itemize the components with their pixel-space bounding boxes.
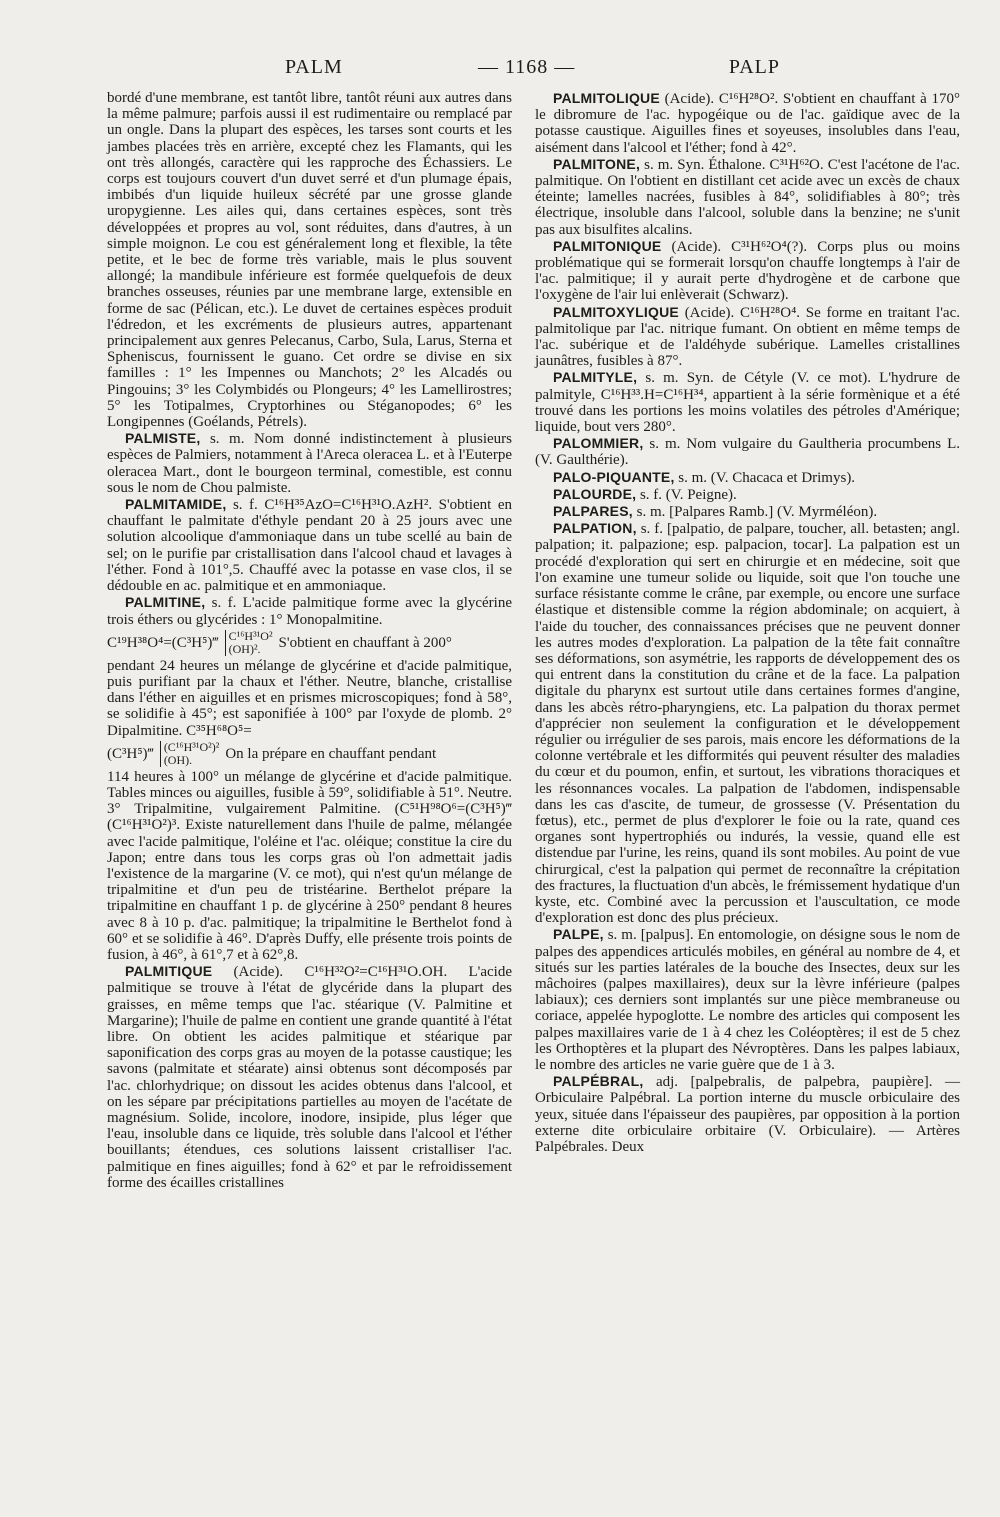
formula-brace-bottom: (OH). [163,752,193,767]
definition-palpation: s. f. [palpatio, de palpare, toucher, all. betasten; angl. palpation; it. palpazione; esp. palpacion, tocar]. La palpation est un procédé d'exploration qui sert en chirurgie et en médecine, soit que l'on examine une tumeur solide ou liquide, soit que l'on touche une surface résistante comme le crâne, par exemple, ou encore une surface élastique et distensible comme la région abdominale; on acquiert, à l'aide du toucher, des connaissances précises que ne peuvent donner les autres modes d'exploration. La palpation de la tête fait connaître ses déformations, son asymétrie, les rapports de développement des os qui entrent dans la constitution du crâne et de la face. La palpation digitale du pharynx est surtout utile dans certaines formes d'angine, dans les abcès rétro-pharyngiens, etc. La palpation du thorax permet d'apprécier non seulement la configuration et le développement régulier ou irrégulier de ses parois, mais encore les déformations de la colonne vertébrale et les difformités qui peuvent résulter des maladies du cœur et du poumon, enfin, et surtout, les vibrations thoraciques et les résonnances vocales. La palpation de l'abdomen, indispensable dans les cas d'ascite, de tumeur, de grossesse (V. Présentation du fœtus), etc., permet de plus d'explorer le foie ou la rate, quand ces organes sont hypertrophiés ou indurés, la vessie, quand elle est distendue par l'urine, les reins, quand ils sont mobiles. Au point de vue chirurgical, c'est la palpation qui permet de reconnaître la crépitation des fractures, la fluctuation d'un abcès, le frémissement hydatique d'un kyste, etc. Combiné avec la percussion et l'auscultation, ce mode d'exploration est donc des plus précieux. [535,521,960,927]
formula-dipalmitine [107,741,512,767]
headword-palmitolique: PALMITOLIQUE [553,90,660,106]
definition-palourde: s. f. (V. Peigne). [639,486,737,503]
headword-palpebral: PALPÉBRAL, [553,1073,644,1090]
formula-lhs: C¹⁹H³⁸O⁴=(C³H⁵)‴ [107,634,219,651]
headword-palmiste: PALMISTE, [125,430,201,447]
formula-brace [225,630,273,656]
formula-monopalmitine [107,630,512,656]
definition-palmitone: s. m. Syn. Éthalone. C³¹H⁶²O. C'est l'acétone de l'ac. palmitique. On l'obtient en distillant cet acide avec un excès de chaux éteinte; lamelles nacrées, fusibles à 84°, solidifiables à 80°; très électrique, insoluble dans l'alcool, soluble dans la benzine; ne s'unit pas aux bisulfites alcalins. [535,156,961,238]
definition-palmitamide: s. f. C¹⁶H³⁵AzO=C¹⁶H³¹O.AzH². S'obtient en chauffant le palmitate d'éthyle pendant 20 à 25 jours avec une solution alcoolique d'ammoniaque dans un tube scellé au bain de sel; on le purifie par cristallisation dans l'alcool chaud et lavages à l'éther. Fond à 101°,5. Chauffé avec la potasse en vase clos, il se dédouble en ac. palmitique et en ammoniaque. [107,497,512,595]
entry-palmitique [107,963,512,1191]
headword-palmityle: PALMITYLE, [553,369,638,386]
headword-palpe: PALPE, [553,926,604,943]
definition-palmityle: s. m. Syn. de Cétyle (V. ce mot). L'hydrure de palmityle, C¹⁶H³³.H=C¹⁶H³⁴, appartient à la série formènique et a été trouvé dans les portions les moins volatiles des pétroles d'Amérique; liquide, bout vers 280°. [535,370,960,436]
definition-palmitoxylique: (Acide). C¹⁶H²⁸O⁴. Se forme en traitant l'ac. palmitolique par l'ac. nitrique fumant. On obtient en même temps de l'ac. subérique et de l'aldéhyde subérique. Lamelles cristallines jaunâtres, fusibles à 87°. [535,304,960,370]
headword-palmitone: PALMITONE, [553,155,641,172]
entry-palmitine [107,594,512,627]
headword-palmitonique: PALMITONIQUE [553,237,662,254]
definition-palo-piquante: s. m. (V. Chacaca et Drimys). [678,469,856,486]
entry-palpebral [535,1073,960,1155]
entry-palommier [535,435,960,468]
formula-brace-top: C¹⁶H³¹O² [228,628,273,643]
formula-text: S'obtient en chauffant à 200° [278,634,452,651]
entry-palmitonique [535,238,960,304]
headword-palpation: PALPATION, [553,520,637,537]
header-right-guideword: PALP [728,56,780,78]
entry-palo-piquante [535,469,960,486]
definition-palpe: s. m. [palpus]. En entomologie, on désigne sous le nom de palpes des appendices articulés mobiles, en général au nombre de 4, et situés sur les parties latérales de la bouche des Insectes, deux sur les mâchoires (palpes maxillaires), deux sur la lèvre inférieure (palpes labiaux); ces derniers sont implantés sur une pièce membraneuse ou coriace, appelée hypoglotte. Le nombre des articles qui composent les palpes maxillaires varie de 1 à 4 chez les Coléoptères; il est de 5 chez les Orthoptères et la plupart des Névroptères. Dans les palpes labiaux, le nombre des articles ne varie guère que de 1 à 3. [535,927,960,1073]
entry-palmitolique [535,90,960,156]
page-number: — 1168 — [478,56,576,78]
formula-text: On la prépare en chauffant pendant [225,745,437,762]
right-column [535,90,960,1155]
headword-palommier: PALOMMIER, [553,435,644,452]
definition-palmitique: (Acide). C¹⁶H³²O²=C¹⁶H³¹O.OH. L'acide palmitique se trouve à l'état de glycéride dans la plupart des graisses, en même temps que l'ac. stéarique (V. Palmitine et Margarine); l'huile de palme en contient une grande quantité à l'état libre. On obtient les acides palmitique et stéarique par saponification des corps gras au moyen de la potasse caustique; les savons (palmitate et stéarate) ainsi obtenus sont décomposés par l'ac. chlorhydrique; on dissout les acides obtenus dans l'alcool, et on les sépare par précipitations partielles au moyen de l'acétate de magnésium. Solide, incolore, inodore, insipide, plus léger que l'eau, insoluble dans ce liquide, très soluble dans l'alcool et l'éther bouillants; étendues, ces solutions laissent cristalliser l'ac. palmitique en fines aiguilles; fond à 62° et par le refroidissement forme des écailles cristallines [107,964,513,1191]
headword-palpares: PALPARES, [553,503,633,520]
definition-palmitine: s. f. L'acide palmitique forme avec la glycérine trois éthers ou glycérides : 1° Monopalmitine. [107,595,512,628]
header-left-guideword: PALM [285,56,343,78]
formula-brace [160,741,220,767]
left-column [107,90,512,1191]
entry-palmityle [535,369,960,435]
definition-palpares: s. m. [Palpares Ramb.] (V. Myrméléon). [636,504,878,521]
headword-palourde: PALOURDE, [553,485,637,502]
entry-palpation [535,520,960,926]
formula-lhs: (C³H⁵)‴ [107,745,154,762]
entry-palmitamide [107,496,512,594]
definition-palommier: s. m. Nom vulgaire du Gaultheria procumbens L. (V. Gaulthérie). [535,436,961,469]
formula-brace-top: (C¹⁶H³¹O²)² [163,739,220,754]
headword-palmitique: PALMITIQUE [125,963,213,980]
definition-palmitonique: (Acide). C³¹H⁶²O⁴(?). Corps plus ou moins problématique qui se formerait lorsqu'on chauffe longtemps à l'air de l'ac. palmitique; il y aurait perte d'hydrogène et de carbone que l'oxygène de l'air lui enlèverait (Schwarz). [535,238,960,304]
running-header [60,56,940,86]
headword-palmitine: PALMITINE, [125,594,206,611]
headword-palmitoxylique: PALMITOXYLIQUE [553,303,679,320]
headword-palo-piquante: PALO-PIQUANTE, [553,468,675,485]
entry-palourde [535,486,960,503]
palmitine-continued: pendant 24 heures un mélange de glycérine et d'acide palmitique, puis purifiant par la chaux et l'éther. Neutre, blanche, cristallise dans l'éther en aiguilles et en prismes microscopiques; fond à 58°, se solidifie à 45°; est saponifiée à 100° par l'oxyde de plomb. 2° Dipalmitine. C³⁵H⁶⁸O⁵= [107,657,512,739]
definition-palpebral: adj. [palpebralis, de palpebra, paupière]. — Orbiculaire Palpébral. La portion interne du muscle orbiculaire des yeux, située dans l'épaisseur des paupières, par opposition à la portion externe dite orbiculaire orbitaire (V. Orbiculaire). — Artères Palpébrales. Deux [535,1074,961,1155]
definition-palmitolique: (Acide). C¹⁶H²⁸O². S'obtient en chauffant à 170° le dibromure de l'ac. hypogéique ou de l'ac. gaïdique avec de la potasse caustique. Aiguilles fines et soyeuses, insolubles dans l'eau, aisément dans l'alcool et l'éther; fond à 42°. [535,91,960,156]
entry-palmitoxylique [535,304,960,370]
definition-palmiste: s. m. Nom donné indistinctement à plusieurs espèces de Palmiers, notamment à l'Areca oleracea L. et à l'Euterpe oleracea Mart., dont le bourgeon terminal, comestible, est connu sous le nom de Chou palmiste. [107,431,512,496]
entry-continuation: bordé d'une membrane, est tantôt libre, tantôt réuni aux autres dans la même palmure; parfois aussi il est rudimentaire ou remplacé par un ongle. Dans la plupart des espèces, les tarses sont courts et les jambes placées très en arrière, excepté chez les Flamants, qui les ont très allongés, caractère qui les rapproche des Échassiers. Le corps est toujours couvert d'un duvet serré et d'un plumage épais, imbibés d'un liquide huileux sécrété par une grosse glande uropygienne. Les ailes qui, dans certaines espèces, sont très développées et propres au vol, sont réduites, dans d'autres, à un simple moignon. Le cou est généralement long et flexible, la tête petite, et le bec de forme très variable, mais le plus souvent allongé; la mandibule inférieure est formée quelquefois de deux branches osseuses, réunies par une membrane large, extensible en forme de sac (Pélican, etc.). Le duvet de certaines espèces produit l'édredon, et les excréments de plusieurs autres, appartenant principalement aux genres Pelecanus, Carbo, Sula, Larus, Sterna et Spheniscus, fournissent le guano. Cet ordre se divise en six familles : 1° les Impennes ou Manchots; 2° les Alcadés ou Pingouins; 3° les Colymbidés ou Plongeurs; 4° les Lamellirostres; 5° les Totipalmes, Cryptorhines ou Stéganopodes; 6° les Longipennes (Goélands, Pétrels). [107,90,512,431]
entry-palpares [535,503,960,520]
formula-brace-bottom: (OH)². [228,641,261,656]
palmitine-continued-2: 114 heures à 100° un mélange de glycérine et d'acide palmitique. Tables minces ou aiguilles, fusible à 59°, solidifiable à 51°. Neutre. 3° Tripalmitine, vulgairement Palmitine. (C⁵¹H⁹⁸O⁶=(C³H⁵)‴(C¹⁶H³¹O²)³. Existe naturellement dans l'huile de palme, mélangée avec l'acide palmitique, l'oléine et l'ac. oléique; constitue la cire du Japon; entre dans tous les corps gras où l'on admettait jadis l'existence de la margarine (V. ce mot), qui n'est qu'un mélange de tripalmitine et d'un peu de tristéarine. Berthelot prépare la tripalmitine en chauffant 1 p. de glycérine à 250° pendant 8 heures avec 8 à 10 p. d'ac. palmitique; la tripalmitine le Berthelot fond à 60° et se solidifie à 46°. D'après Duffy, elle présente trois points de fusion, à 46°, à 61°,7 et à 62°,8. [107,768,512,963]
entry-palmiste [107,430,512,496]
entry-palmitone [535,156,960,238]
headword-palmitamide: PALMITAMIDE, [125,496,227,513]
entry-palpe [535,926,960,1073]
